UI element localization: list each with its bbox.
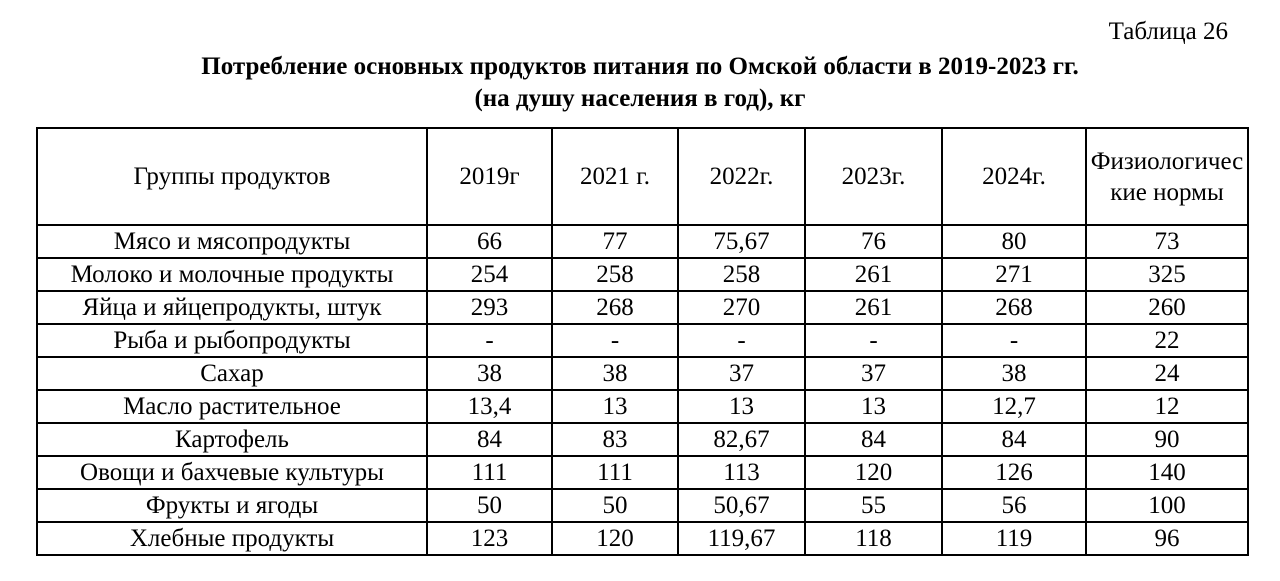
table-row xyxy=(37,225,1248,258)
table-title: Потребление основных продуктов питания по Омской области в 2019-2023 гг. xyxy=(201,53,1079,80)
value-2019-cell: 123 xyxy=(427,522,552,555)
value-2021-cell: 120 xyxy=(552,522,678,555)
value-2024-cell: 56 xyxy=(942,489,1086,522)
value-2024-cell: 126 xyxy=(942,456,1086,489)
value-2019-cell: 254 xyxy=(427,258,552,291)
table-subtitle: (на душу населения в год), кг xyxy=(474,85,806,112)
table-row xyxy=(37,357,1248,390)
value-2024-cell: 80 xyxy=(942,225,1086,258)
value-2023-cell: - xyxy=(805,324,942,357)
table-row xyxy=(37,489,1248,522)
value-2021-cell: - xyxy=(552,324,678,357)
table-row xyxy=(37,522,1248,555)
value-2022-cell: - xyxy=(678,324,805,357)
header-year-2024: 2024г. xyxy=(942,128,1086,225)
product-group-cell: Хлебные продукты xyxy=(37,522,427,555)
value-2022-cell: 258 xyxy=(678,258,805,291)
header-physiological-norms: Физиологические нормы xyxy=(1086,128,1248,225)
consumption-table xyxy=(36,127,1249,556)
value-2024-cell: 12,7 xyxy=(942,390,1086,423)
table-number: Таблица 26 xyxy=(1108,18,1228,45)
value-2022-cell: 75,67 xyxy=(678,225,805,258)
value-2022-cell: 37 xyxy=(678,357,805,390)
norm-cell: 24 xyxy=(1086,357,1248,390)
header-year-2019: 2019г xyxy=(427,128,552,225)
value-2021-cell: 111 xyxy=(552,456,678,489)
table-row xyxy=(37,423,1248,456)
table-row xyxy=(37,291,1248,324)
product-group-cell: Молоко и молочные продукты xyxy=(37,258,427,291)
value-2023-cell: 84 xyxy=(805,423,942,456)
value-2024-cell: 271 xyxy=(942,258,1086,291)
value-2023-cell: 76 xyxy=(805,225,942,258)
product-group-cell: Картофель xyxy=(37,423,427,456)
table-row xyxy=(37,390,1248,423)
value-2022-cell: 270 xyxy=(678,291,805,324)
norm-cell: 73 xyxy=(1086,225,1248,258)
product-group-cell: Рыба и рыбопродукты xyxy=(37,324,427,357)
value-2022-cell: 13 xyxy=(678,390,805,423)
product-group-cell: Овощи и бахчевые культуры xyxy=(37,456,427,489)
value-2021-cell: 83 xyxy=(552,423,678,456)
header-product-group: Группы продуктов xyxy=(37,128,427,225)
table-body xyxy=(37,225,1248,555)
value-2019-cell: 50 xyxy=(427,489,552,522)
norm-cell: 140 xyxy=(1086,456,1248,489)
value-2019-cell: - xyxy=(427,324,552,357)
value-2024-cell: 38 xyxy=(942,357,1086,390)
value-2021-cell: 50 xyxy=(552,489,678,522)
norm-cell: 90 xyxy=(1086,423,1248,456)
value-2021-cell: 13 xyxy=(552,390,678,423)
norm-cell: 22 xyxy=(1086,324,1248,357)
value-2024-cell: 119 xyxy=(942,522,1086,555)
value-2023-cell: 55 xyxy=(805,489,942,522)
value-2023-cell: 118 xyxy=(805,522,942,555)
value-2022-cell: 50,67 xyxy=(678,489,805,522)
value-2019-cell: 111 xyxy=(427,456,552,489)
product-group-cell: Фрукты и ягоды xyxy=(37,489,427,522)
norm-cell: 12 xyxy=(1086,390,1248,423)
header-year-2021: 2021 г. xyxy=(552,128,678,225)
table-row xyxy=(37,456,1248,489)
value-2021-cell: 258 xyxy=(552,258,678,291)
product-group-cell: Яйца и яйцепродукты, штук xyxy=(37,291,427,324)
value-2021-cell: 268 xyxy=(552,291,678,324)
norm-cell: 325 xyxy=(1086,258,1248,291)
value-2019-cell: 13,4 xyxy=(427,390,552,423)
norm-cell: 100 xyxy=(1086,489,1248,522)
header-year-2022: 2022г. xyxy=(678,128,805,225)
value-2021-cell: 77 xyxy=(552,225,678,258)
header-row xyxy=(37,128,1248,225)
product-group-cell: Масло растительное xyxy=(37,390,427,423)
norm-cell: 96 xyxy=(1086,522,1248,555)
value-2021-cell: 38 xyxy=(552,357,678,390)
value-2024-cell: 84 xyxy=(942,423,1086,456)
value-2022-cell: 82,67 xyxy=(678,423,805,456)
value-2023-cell: 261 xyxy=(805,291,942,324)
value-2022-cell: 113 xyxy=(678,456,805,489)
table-row xyxy=(37,324,1248,357)
value-2024-cell: - xyxy=(942,324,1086,357)
value-2019-cell: 84 xyxy=(427,423,552,456)
value-2019-cell: 38 xyxy=(427,357,552,390)
table-row xyxy=(37,258,1248,291)
product-group-cell: Сахар xyxy=(37,357,427,390)
value-2019-cell: 66 xyxy=(427,225,552,258)
value-2019-cell: 293 xyxy=(427,291,552,324)
value-2023-cell: 120 xyxy=(805,456,942,489)
value-2023-cell: 261 xyxy=(805,258,942,291)
header-year-2023: 2023г. xyxy=(805,128,942,225)
product-group-cell: Мясо и мясопродукты xyxy=(37,225,427,258)
norm-cell: 260 xyxy=(1086,291,1248,324)
value-2022-cell: 119,67 xyxy=(678,522,805,555)
value-2023-cell: 13 xyxy=(805,390,942,423)
value-2024-cell: 268 xyxy=(942,291,1086,324)
value-2023-cell: 37 xyxy=(805,357,942,390)
